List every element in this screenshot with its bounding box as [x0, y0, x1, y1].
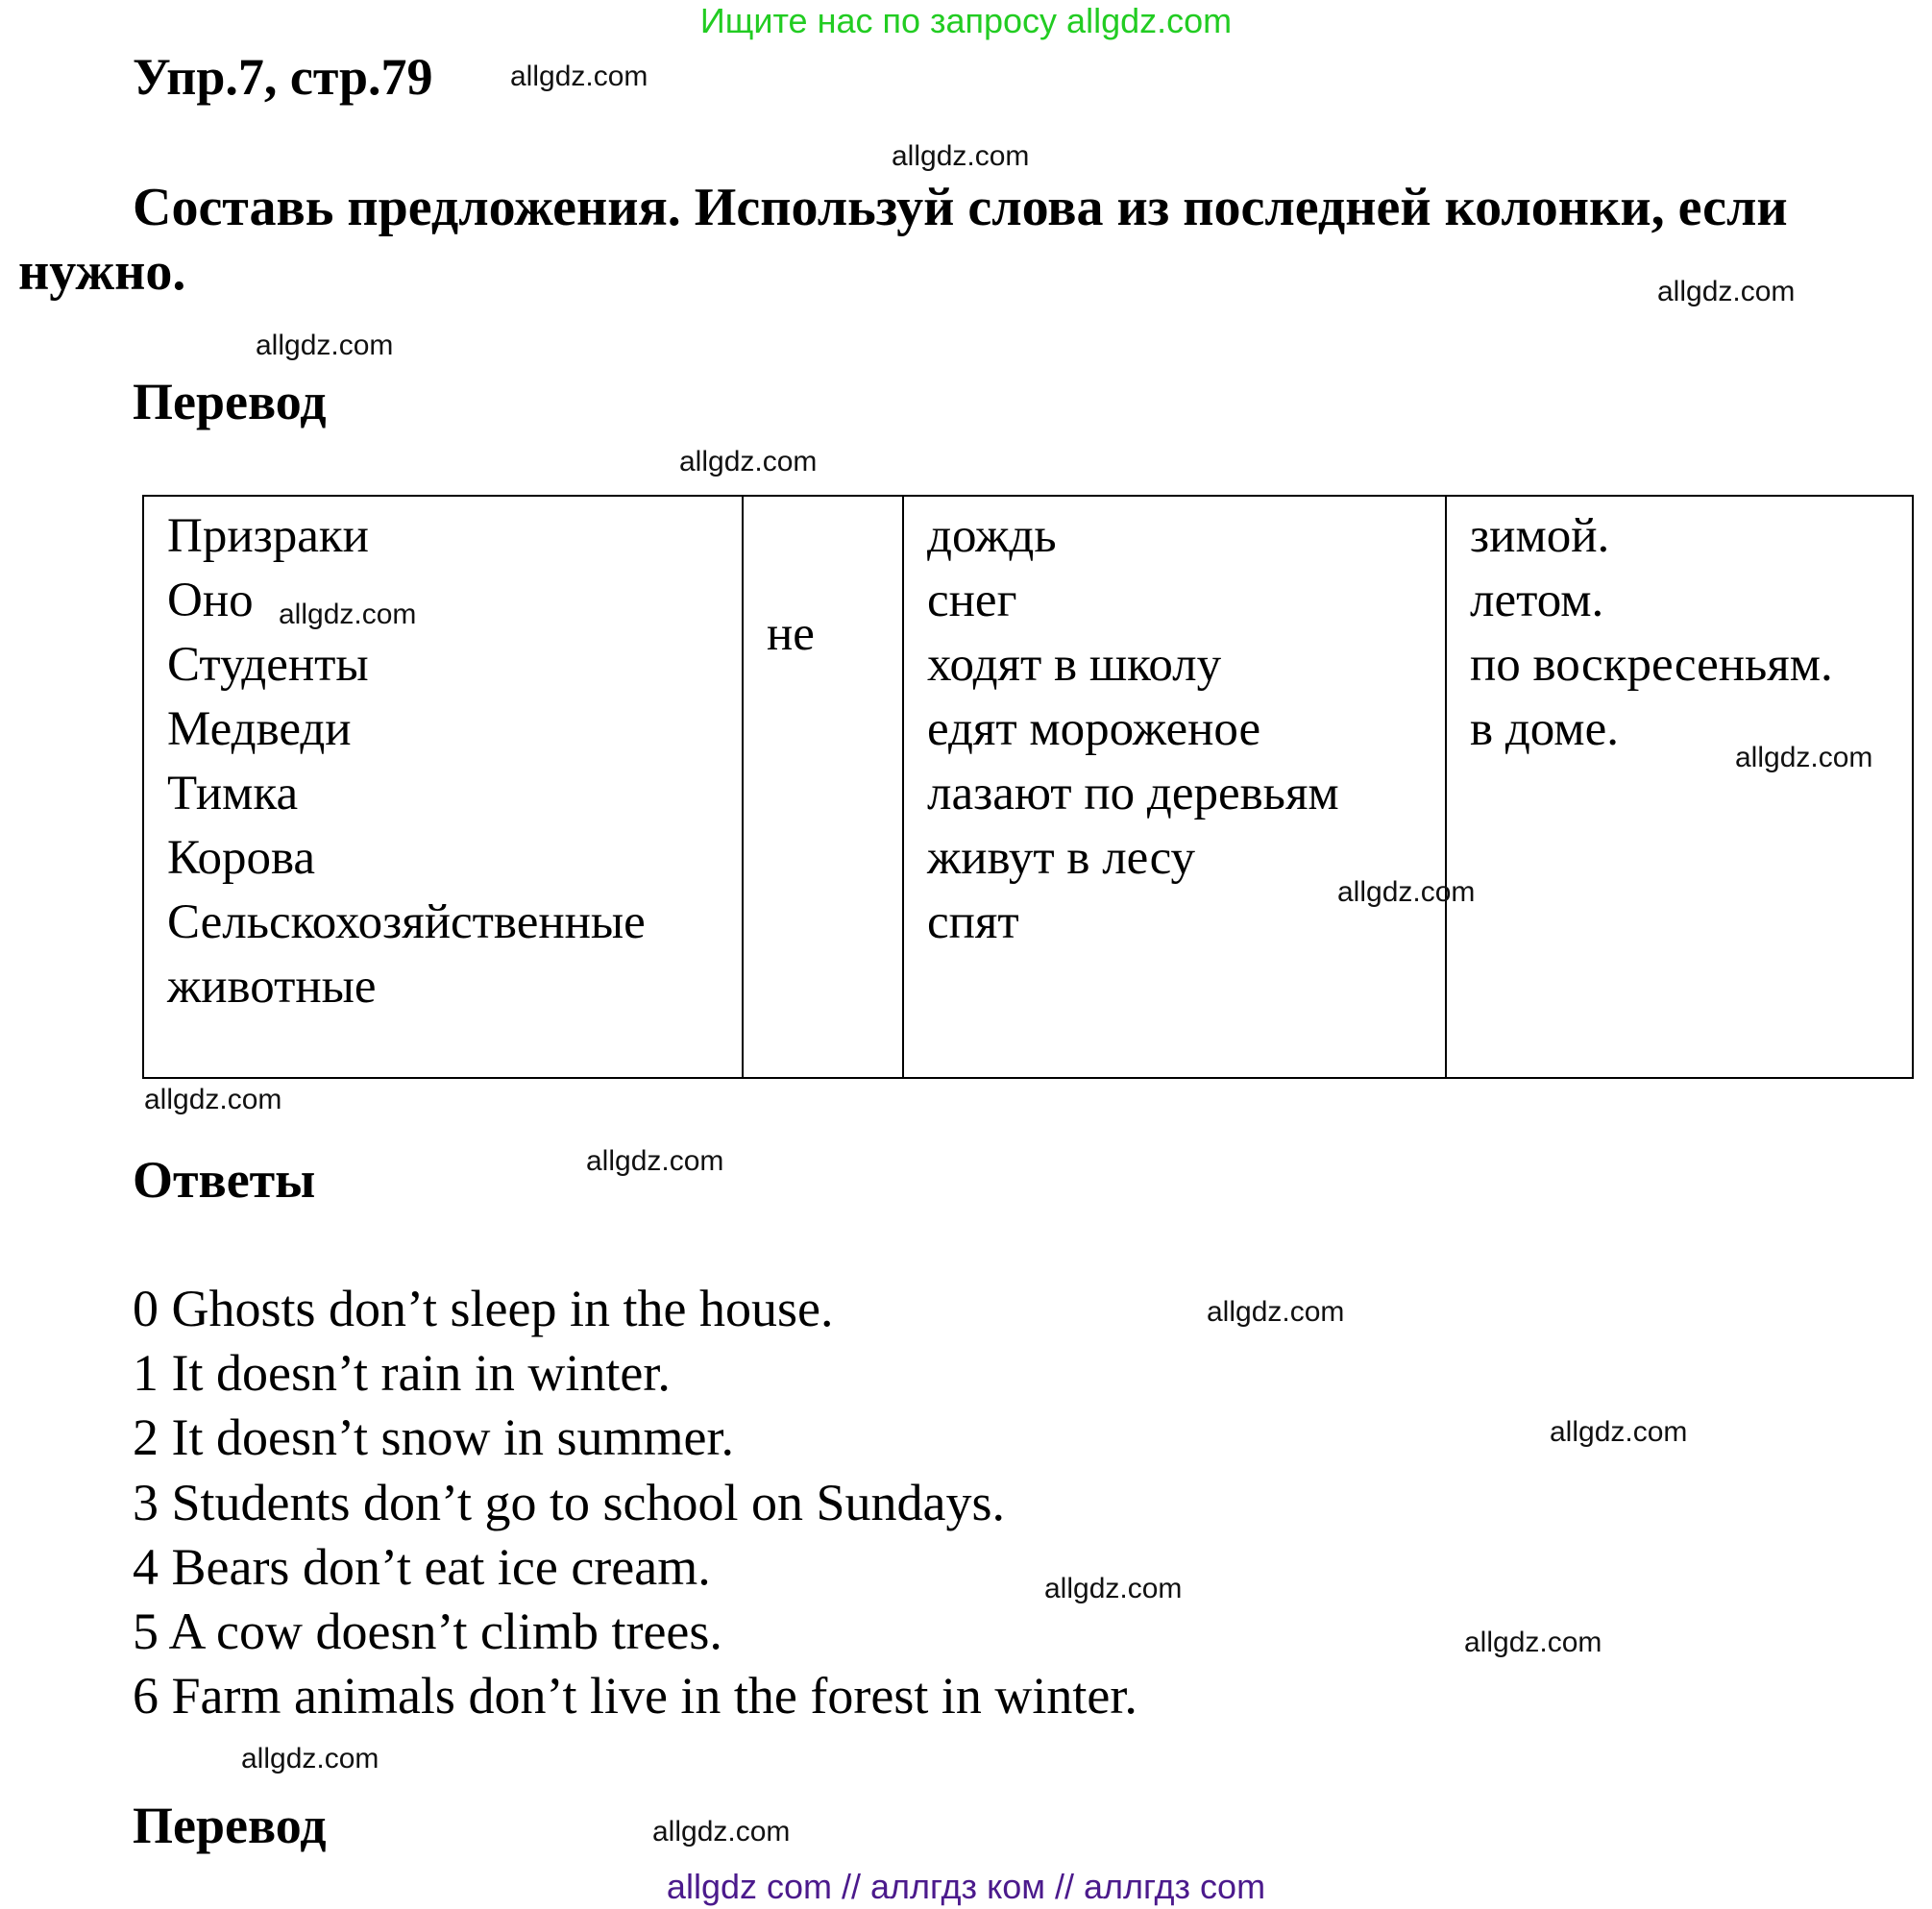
top-banner: Ищите нас по запросу allgdz.com — [699, 1, 1233, 40]
answer-line: 6 Farm animals don’t live in the forest in winter. — [133, 1667, 1137, 1725]
watermark: allgdz.com — [652, 1816, 791, 1848]
verb-cell: снег — [927, 574, 1017, 627]
answer-line: 2 It doesn’t snow in summer. — [133, 1408, 734, 1467]
verb-cell: живут в лесу — [927, 831, 1196, 885]
instruction-line-2: нужно. — [18, 242, 186, 302]
section-heading-translation-2: Перевод — [133, 1797, 327, 1854]
subject-cell: Призраки — [167, 509, 369, 563]
watermark: allgdz.com — [1464, 1627, 1602, 1658]
subject-cell: Корова — [167, 831, 316, 885]
answer-line: 5 A cow doesn’t climb trees. — [133, 1603, 722, 1660]
watermark: allgdz.com — [144, 1084, 282, 1115]
watermark: allgdz.com — [1550, 1416, 1688, 1448]
instruction-line-1: Составь предложения. Используй слова из последней колонки, если — [133, 178, 1788, 237]
verb-cell: едят мороженое — [927, 702, 1261, 756]
subject-cell: Оно — [167, 574, 254, 627]
answer-line: 0 Ghosts don’t sleep in the house. — [133, 1280, 834, 1337]
watermark: allgdz.com — [1337, 876, 1476, 908]
time-cell: по воскресеньям. — [1470, 638, 1833, 692]
page-title: Упр.7, стр.79 — [133, 48, 433, 106]
watermark: allgdz.com — [510, 61, 648, 92]
watermark: allgdz.com — [586, 1145, 724, 1177]
section-heading-answers: Ответы — [133, 1151, 316, 1209]
answer-line: 3 Students don’t go to school on Sundays. — [133, 1473, 1006, 1531]
verb-cell: спят — [927, 895, 1019, 949]
watermark: allgdz.com — [241, 1743, 379, 1774]
exercise-table — [142, 495, 1914, 1079]
time-cell: в доме. — [1470, 702, 1619, 756]
answer-line: 1 It doesn’t rain in winter. — [133, 1344, 671, 1403]
negation-word: не — [767, 607, 815, 661]
verbs-column — [903, 496, 1446, 1078]
watermark: allgdz.com — [1735, 742, 1873, 773]
watermark: allgdz.com — [1207, 1296, 1345, 1328]
time-column — [1446, 496, 1913, 1078]
negation-column — [743, 496, 903, 1078]
section-heading-translation: Перевод — [133, 373, 327, 430]
verb-cell: дождь — [927, 509, 1057, 563]
watermark: allgdz.com — [1657, 276, 1796, 307]
watermark: allgdz.com — [279, 599, 417, 630]
bottom-banner: allgdz com // аллгдз ком // аллгдз com — [666, 1867, 1266, 1906]
subjects-column — [143, 496, 743, 1078]
subject-cell: Сельскохозяйственные — [167, 895, 646, 949]
subject-cell: Медведи — [167, 702, 352, 756]
answer-line: 4 Bears don’t eat ice cream. — [133, 1537, 711, 1596]
watermark: allgdz.com — [1044, 1573, 1183, 1604]
watermark: allgdz.com — [892, 140, 1030, 172]
subject-cell: Тимка — [167, 767, 299, 820]
watermark: allgdz.com — [679, 446, 818, 477]
subject-cell: Студенты — [167, 638, 369, 692]
watermark: allgdz.com — [256, 330, 394, 361]
subject-cell: животные — [167, 960, 377, 1014]
verb-cell: ходят в школу — [927, 638, 1222, 692]
time-cell: зимой. — [1470, 509, 1610, 563]
time-cell: летом. — [1470, 574, 1604, 627]
verb-cell: лазают по деревьям — [927, 767, 1339, 820]
